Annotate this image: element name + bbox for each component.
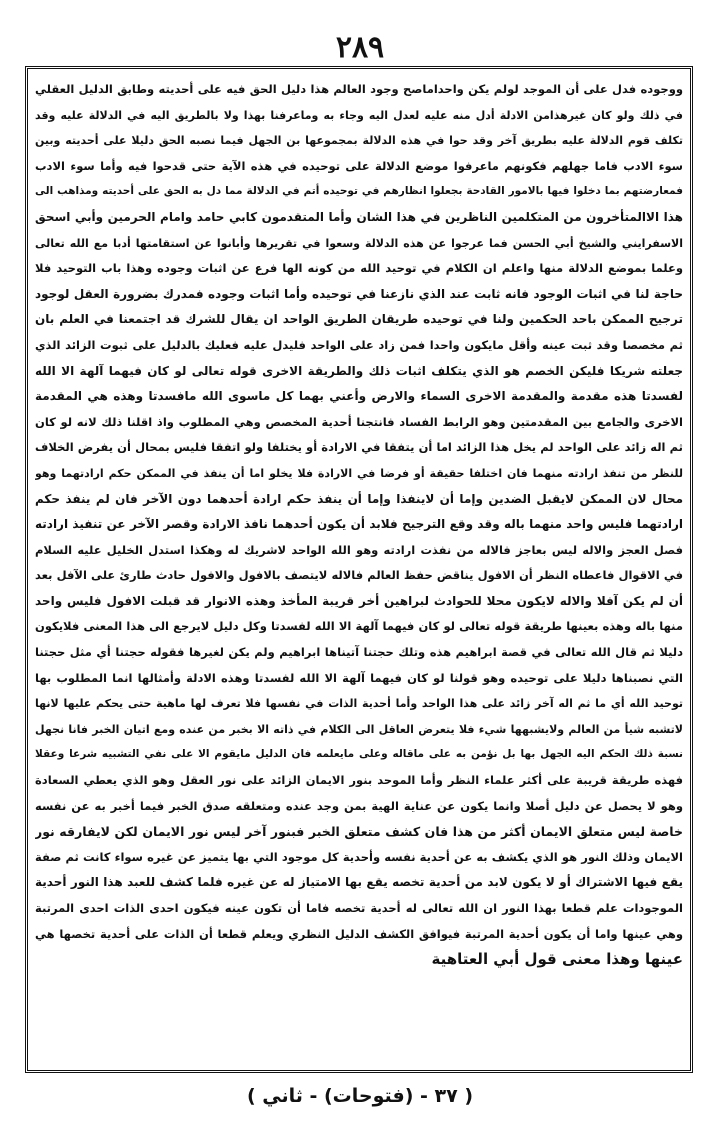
text-line: فهذه طريقة قريبة على أكثر علماء النظر وأما الموحد بنور الايمان الزائد على نور العقل وهو الذي يعطي السعادة <box>35 773 683 788</box>
text-line: سوء الادب فاما جهلهم فكونهم ماعرفوا موضع الدلالة على توحيده في هذه الآية حتى قدحوا فيه وأما سوء الادب <box>35 158 683 173</box>
text-line: ترجيح الممكن باحد الحكمين ولنا في توحيده طريقان الطريق الواحد ان يقال للشرك قد اجتمعنا في العلم بان <box>35 312 683 327</box>
text-line: الموجودات علم قطعا بهذا النور ان الله تعالى له أحدية تخصه فاما أن تكون عينه فيكون احدى الذات احدى المرتبة <box>35 901 683 915</box>
text-line: فصل العجز والاله ليس بعاجز فالاله من نفذت ارادته وهو الله الواحد لاشريك له وهكذا استدل الخليل عليه السلام <box>35 542 683 557</box>
body-text <box>35 77 683 973</box>
text-line: توحيد الله أي ما ثم اله آخر زائد على هذا الواحد وأما أحدية الذات في نفسها فلا تعرف لها ماهية حتى يحكم عليها لانها <box>35 697 683 711</box>
text-line: وعلما بموضع الدلالة منها واعلم ان الكلام في توحيد الله من كونه الها فرع عن اثبات وجوده وهذا باب التوحيد فلا <box>35 261 683 276</box>
text-line: تكلف قوم الدلالة عليه بطريق آخر وقد حوا في هذه الدلالة بمجموعها بن الجهل فيما نصبه الحق دليلا على أحديته وبين <box>35 134 683 148</box>
text-line: لفسدتا هذه مقدمة والمقدمة الاخرى السماء والارض وأعني بهما كل ماسوى الله مافسدتا وهذه هي المقدمة <box>35 389 683 404</box>
text-line: ثم مخصصا وقد ثبت عينه وأقل مايكون واحدا فمن زاد على الواحد فليدل عليه فعليك بالدليل على ثبوت الزائد الذي <box>35 337 683 352</box>
text-line: جعلته شريكا فليكن الخصم هو الذي يتكلف اثبات ذلك والطريقة الاخرى قوله تعالى لو كان فيهما آلهة الا الله <box>35 363 683 378</box>
text-line: في ذلك ولو كان غيرهذامن الادلة أدل منه عليه لعدل اليه وجاء به وماعرفنا بهذا ولا بالطريق اليه في الدلالة عليه وقد <box>35 108 683 122</box>
text-line: ووجوده فدل على أن الموجد لولم يكن واحداماصح وجود العالم هذا دليل الحق فيه على أحديته وطابق الدليل العقلي <box>35 82 683 96</box>
text-line: نسبة ذلك الحكم اليه الجهل بها بل نؤمن به على ماقاله وعلى مايعلمه فان الدليل مايقوم الا على نفي التشبيه شرعا وعقلا <box>35 748 683 761</box>
text-line: للنظر من تنفذ ارادته منهما فان اختلفا حقيقة أو فرضا في الارادة فلا يخلو اما أن ينفذ في الممكن حكم ارادتهما وهو <box>35 466 683 480</box>
text-line: يقع فيها الاشتراك أو لا يكون لابد من أحدية تخصه يقع بها الامتياز له عن غيره فلما كشف للعبد هذا النور أحدية <box>35 875 683 890</box>
text-line: الاخرى والجامع بين المقدمتين وهو الرابط الفساد فانتجنا أحدية المخصص وهي المطلوب واذ اقلنا ذلك لانه لو كان <box>35 414 683 429</box>
text-line: ارادتهما فليس واحد منهما باله وقد وقع الترجيح فلابد أن يكون أحدهما نافذ الارادة وقصر الآخر عن تنفيذ ارادته <box>35 517 683 532</box>
text-line: فمعارضتهم بما دخلوا فيها بالامور القادحة بجعلوا انظارهم في توحيده أتم في الدلالة مما دل به الحق على أحديته ومذاهب الى <box>35 185 683 198</box>
text-line: منها باله وهذه بعينها طريقة قوله تعالى لو كان فيهما آلهة الا الله لفسدتا وكل دليل لايرجع الى هذا المعنى فلايكون <box>35 619 683 634</box>
text-line: خاصة ليس متعلق الايمان أكثر من هذا فان كشف متعلق الخبر فبنور آخر ليس نور الايمان لكن لايفارقه نور <box>35 824 683 840</box>
text-line: محال لان الممكن لايقبل الضدين وإما أن لاينفذا وإما أن ينفذ حكم ارادة أحدهما دون الآخر فان لم ينفذ حكم <box>35 491 683 506</box>
text-line: أن لم يكن آفلا والاله لايكون محلا للحوادث لبراهين أخر قريبة المأخذ وهذه الانوار قد قبلت الافول فليس واحد <box>35 593 683 608</box>
text-line: ثم اله زائد على الواحد لم يخل هذا الزائد اما أن يتفقا في الارادة أو يختلفا ولو اتفقا فليس بمحال أن يفرض الخلاف <box>35 440 683 455</box>
text-line: التي نصبناها دليلا على توحيده وهو قولنا لو كان فيهما آلهة الا الله لفسدتا وهذه الادلة وأمثالها انما المطلوب بها <box>35 670 683 685</box>
text-line: وهو لا يحصل عن دليل أصلا وانما يكون عن عناية الهية بمن وجد عنده ومتعلقه صدق الخبر فيما أخبر به عن نفسه <box>35 798 683 813</box>
text-line: لاتشبه شيأ من العالم ولايشبهها شيء فلا يتعرض العاقل الى الكلام في ذاته الا بخبر من عنده ومع اتيان الخبر فانا نجهل <box>35 722 683 736</box>
page-footer: ( ٣٧ - (فتوحات) - ثاني ) <box>246 1085 474 1107</box>
text-line: في الاقوال فاعطاه النظر أن الافول يناقض حفظ العالم فالاله لايتصف بالافول والافول حادث طارئ على الآفل بعد <box>35 568 683 583</box>
page-number: ٢٨٩ <box>335 30 385 65</box>
text-frame <box>25 66 693 1073</box>
text-line: الاسفرايني والشيخ أبي الحسن فما عرجوا عن هذه الدلالة وسعوا في تقريرها وأبانوا عن استقامتها أدبا مع الله تعالى <box>35 236 683 250</box>
text-line: حاجة لنا في اثبات الوجود فانه ثابت عند الذي نازعنا في توحيده وأما اثبات وجوده فمدرك بضرورة العقل لوجود <box>35 286 683 301</box>
text-line: عينها وهذا معنى قول أبي العتاهية <box>431 950 683 969</box>
text-line: وهي عينها واما أن يكون أحدية المرتبة فيوافق الكشف الدليل النظري ويعلم قطعا أن الذات على أحدية تخصها هي <box>35 926 683 941</box>
text-line: هذا الاالمتأخرون من المتكلمين الناظرين في هذا الشان وأما المتقدمون كابي حامد وامام الحرمين وأبي اسحق <box>35 209 683 224</box>
text-line: الايمان وذلك النور هو الذي يكشف به عن أحدية نفسه وأحدية كل موجود التي بها يتميز عن غيره سواء كانت ثم صفة <box>35 849 683 864</box>
text-line: دليلا ثم قال الله تعالى في قصة ابراهيم هذه وتلك حجتنا آتيناها ابراهيم ولم يكن لغيرها فقوله حجتنا أي مثل حجتنا <box>35 645 683 660</box>
